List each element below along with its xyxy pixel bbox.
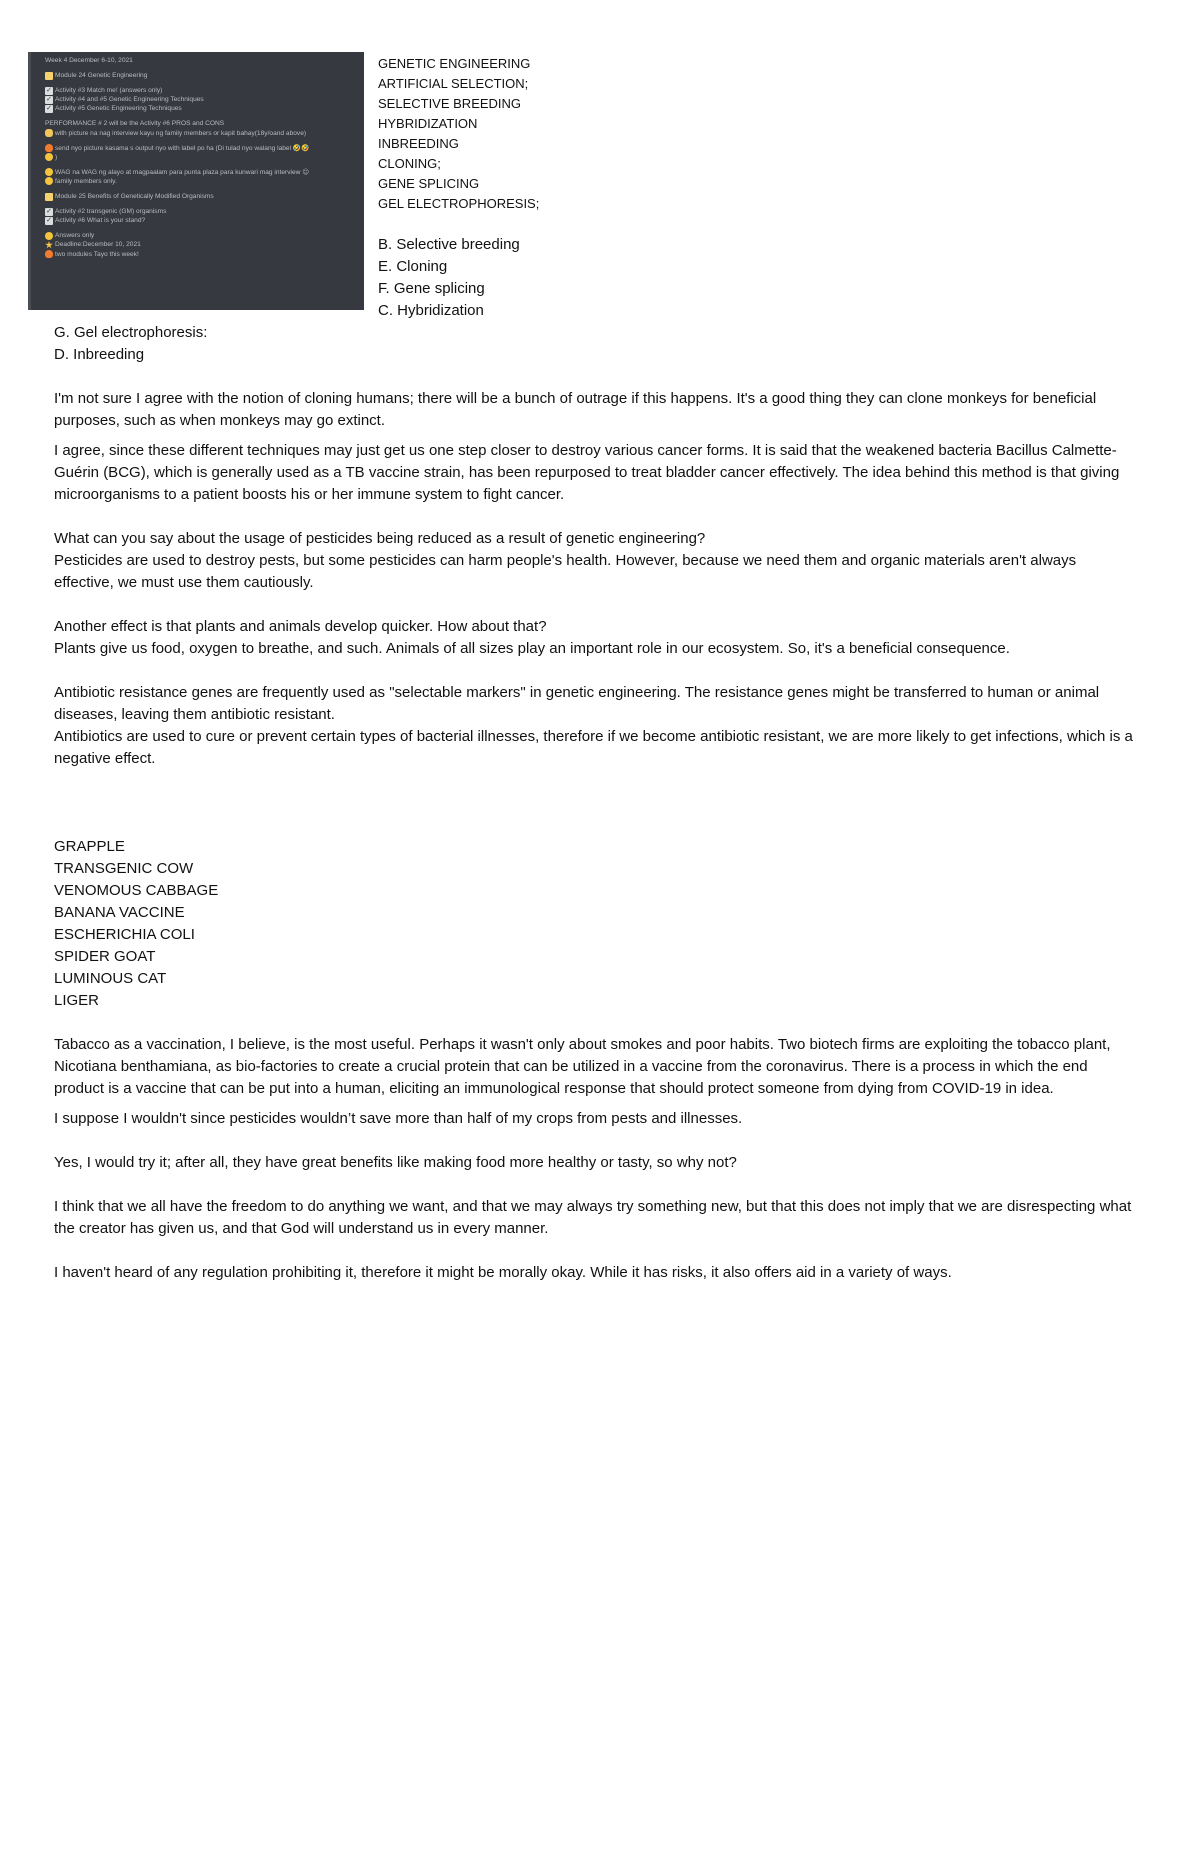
answer-develop: Plants give us food, oxygen to breathe, and such. Animals of all sizes play an important role in our ecosystem. So, it's a beneficial consequence. <box>54 640 1010 657</box>
technique-item: SELECTIVE BREEDING <box>378 96 522 111</box>
screenshot-line: Week 4 December 6-10, 2021 <box>45 57 133 64</box>
organism-item: LUMINOUS CAT <box>54 970 167 987</box>
paragraph-regulation: I haven't heard of any regulation prohibiting it, therefore it might be morally okay. While it has risks, it also offers aid in a variety of ways. <box>54 1264 952 1281</box>
question-develop: Another effect is that plants and animals develop quicker. How about that? <box>54 618 547 635</box>
answer-pesticides: Pesticides are used to destroy pests, but some pesticides can harm people's health. However, because we need them and organic materials aren't always effective, we must use them cautiously. <box>54 552 1077 591</box>
answers-list <box>378 234 520 322</box>
answer-item: G. Gel electrophoresis: <box>54 324 208 341</box>
paragraph-cancer: I agree, since these different techniques may just get us one step closer to destroy various cancer forms. It is said that the weakened bacteria Bacillus Calmette-Guérin (BCG), which is generally used as a TB vaccine strain, has been repurposed to treat bladder cancer effectively. The idea behind this method is that giving microorganisms to a patient boosts his or her immune system to fight cancer. <box>54 442 1120 503</box>
technique-item: INBREEDING <box>378 136 459 151</box>
face-icon <box>45 168 53 176</box>
face-icon <box>45 153 53 161</box>
screenshot-line: ) <box>45 153 364 162</box>
technique-item: ARTIFICIAL SELECTION; <box>378 76 529 91</box>
fire-icon <box>45 144 53 152</box>
screenshot-line: send nyo picture kasama s output nyo with label po ha (Di tulad nyo walang label 🤣🤣 <box>45 144 364 153</box>
answer-item: D. Inbreeding <box>54 346 145 363</box>
checkbox-icon: ✓ <box>46 207 52 215</box>
answer-antibiotic: Antibiotics are used to cure or prevent certain types of bacterial illnesses, therefore if we become antibiotic resistant, we are more likely to get infections, which is a negative effect. <box>54 728 1133 767</box>
fire-icon <box>45 250 53 258</box>
screenshot-line: ✓ Activity #2 transgenic (GM) organisms <box>46 207 167 216</box>
checkbox-icon: ✓ <box>46 86 52 94</box>
embedded-screenshot <box>28 52 364 310</box>
organisms-list <box>54 836 1134 1012</box>
technique-item: GEL ELECTROPHORESIS; <box>378 196 540 211</box>
document-body <box>54 322 1134 1284</box>
face-icon <box>45 232 53 240</box>
technique-item: GENE SPLICING <box>378 176 480 191</box>
answer-item: E. Cloning <box>378 258 448 275</box>
organism-item: LIGER <box>54 992 100 1009</box>
checkbox-icon: ✓ <box>46 95 52 103</box>
question-antibiotic: Antibiotic resistance genes are frequently used as "selectable markers" in genetic engineering. The resistance genes might be transferred to human or animal diseases, leaving them antibiotic resistant. <box>54 684 1100 723</box>
organism-item: VENOMOUS CABBAGE <box>54 882 219 899</box>
note-icon <box>45 193 53 201</box>
answer-item: F. Gene splicing <box>378 280 485 297</box>
organism-item: TRANSGENIC COW <box>54 860 194 877</box>
paragraph-freedom: I think that we all have the freedom to do anything we want, and that we may always try something new, but that this does not imply that we are disrespecting what the creator has given us, and that God will understand us in every manner. <box>54 1198 1132 1237</box>
paragraph-tobacco: Tabacco as a vaccination, I believe, is the most useful. Perhaps it wasn't only about smokes and poor habits. Two biotech firms are exploiting the tobacco plant, Nicotiana benthamiana, as bio-factories to create a crucial protein that can be utilized in a vaccine from the coronavirus. There is a process in which the end product is a vaccine that can be put into a human, eliciting an immunological response that should protect someone from dying from COVID-19 in idea. <box>54 1036 1111 1097</box>
face-icon <box>45 177 53 185</box>
paragraph-suppose: I suppose I wouldn't since pesticides wouldn’t save more than half of my crops from pests and illnesses. <box>54 1110 743 1127</box>
paragraph-cloning: I'm not sure I agree with the notion of cloning humans; there will be a bunch of outrage if this happens. It's a good thing they can clone monkeys for beneficial purposes, such as when monkeys may go extinct. <box>54 390 1097 429</box>
organism-item: GRAPPLE <box>54 838 125 855</box>
screenshot-line: ✓ Activity #3 Match me! (answers only) <box>46 86 163 95</box>
answer-item: C. Hybridization <box>378 302 484 319</box>
technique-item: CLONING; <box>378 156 441 171</box>
answer-item: B. Selective breeding <box>378 236 520 253</box>
screenshot-line: PERFORMANCE # 2 will be the Activity #6 PROS and CONS <box>45 120 225 128</box>
screenshot-line: Answers only <box>45 231 364 240</box>
organism-item: ESCHERICHIA COLI <box>54 926 195 943</box>
screenshot-line: family members only. <box>45 177 364 186</box>
technique-item: GENETIC ENGINEERING <box>378 56 531 71</box>
organism-item: SPIDER GOAT <box>54 948 156 965</box>
note-icon <box>45 72 53 80</box>
screenshot-line: ✓ Activity #4 and #5 Genetic Engineering Techniques <box>46 95 204 104</box>
screenshot-line: with picture na nag interview kayu ng family members or kapit bahay(18y/oand above) <box>45 129 364 138</box>
screenshot-line: Module 24 Genetic Engineering <box>45 71 364 80</box>
paragraph-try: Yes, I would try it; after all, they have great benefits like making food more healthy or tasty, so why not? <box>54 1154 737 1171</box>
hand-icon <box>45 129 53 137</box>
organism-item: BANANA VACCINE <box>54 904 185 921</box>
screenshot-line: WAG na WAG ng alayo at magpaalam para punta plaza para kunwari mag interview 😉 <box>45 168 364 177</box>
screenshot-line: two modules Tayo this week! <box>45 250 364 259</box>
question-pesticides: What can you say about the usage of pesticides being reduced as a result of genetic engineering? <box>54 530 706 547</box>
screenshot-line: Deadline:December 10, 2021 <box>45 240 364 249</box>
screenshot-line: ✓ Activity #6 What is your stand? <box>46 216 146 225</box>
techniques-list <box>378 54 539 214</box>
checkbox-icon: ✓ <box>46 104 52 112</box>
screenshot-line: ✓ Activity #5 Genetic Engineering Techniques <box>46 104 182 113</box>
screenshot-line: Module 25 Benefits of Genetically Modified Organisms <box>45 192 364 201</box>
checkbox-icon: ✓ <box>46 216 52 224</box>
star-icon <box>45 241 53 249</box>
technique-item: HYBRIDIZATION <box>378 116 478 131</box>
